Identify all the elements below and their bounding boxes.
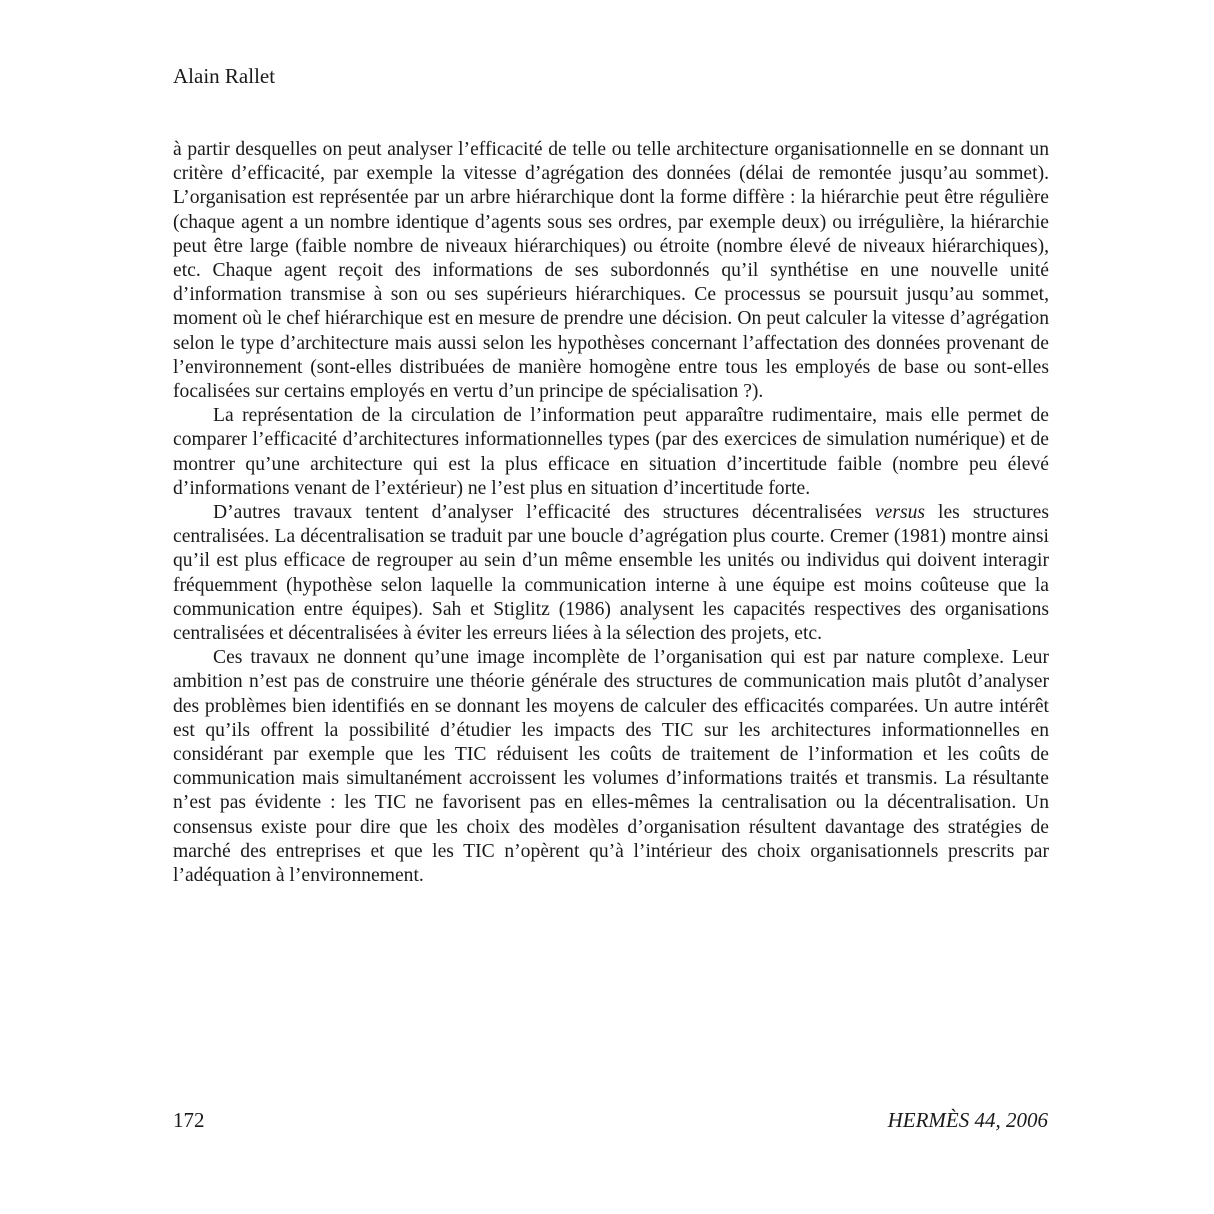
paragraph-3-start: D’autres travaux tentent d’analyser l’efficacité des structures décentralisées: [213, 502, 875, 524]
journal-citation: HERMÈS 44, 2006: [887, 1108, 1048, 1132]
paragraph-4: Ces travaux ne donnent qu’une image incomplète de l’organisation qui est par nature complexe. Leur ambition n’est pas de construire une théorie générale des structures de communication mais plutôt d’analyser des problèmes bien identifiés en se donnant les moyens de calculer des efficacités comparées. Un autre intérêt est qu’ils offrent la possibilité d’étudier les impacts des TIC sur les architectures informationnelles en considérant par exemple que les TIC réduisent les coûts de traitement de l’information et les coûts de communication mais simultanément accroissent les volumes d’informations traités et transmis. La résultante n’est pas évidente : les TIC ne favorisent pas en elles-mêmes la centralisation ou la décentralisation. Un consensus existe pour dire que les choix des modèles d’organisation résultent davantage des stratégies de marché des entreprises et que les TIC n’opèrent qu’à l’intérieur des choix organisationnels prescrits par l’adéquation à l’environnement.: [173, 647, 1049, 887]
paragraph-3: [173, 501, 1049, 646]
paragraph-3-end: les structures centralisées. La décentralisation se traduit par une boucle d’agrégation plus courte. Cremer (1981) montre ainsi qu’il est plus efficace de regrouper au sein d’un même ensemble les unités ou individus qui doivent interagir fréquemment (hypothèse selon laquelle la communication interne à une équipe est moins coûteuse que la communication entre équipes). Sah et Stiglitz (1986) analysent les capacités respectives des organisations centralisées et décentralisées à éviter les erreurs liées à la sélection des projets, etc.: [173, 502, 1049, 645]
page-number: 172: [173, 1108, 205, 1132]
paragraph-2: La représentation de la circulation de l’information peut apparaître rudimentaire, mais elle permet de comparer l’efficacité d’architectures informationnelles types (par des exercices de simulation numérique) et de montrer qu’une architecture qui est la plus efficace en situation d’incertitude faible (nombre peu élevé d’informations venant de l’extérieur) ne l’est plus en situation d’incertitude forte.: [173, 405, 1049, 499]
running-head-author: Alain Rallet: [173, 64, 276, 88]
paragraph-1: à partir desquelles on peut analyser l’efficacité de telle ou telle architecture organisationnelle en se donnant un critère d’efficacité, par exemple la vitesse d’agrégation des données (délai de remontée jusqu’au sommet). L’organisation est représentée par un arbre hiérarchique dont la forme diffère : la hiérarchie peut être régulière (chaque agent a un nombre identique d’agents sous ses ordres, par exemple deux) ou irrégulière, la hiérarchie peut être large (faible nombre de niveaux hiérarchiques) ou étroite (nombre élevé de niveaux hiérarchiques), etc. Chaque agent reçoit des informations de ses subordonnés qu’il synthétise en une nouvelle unité d’information transmise à son ou ses supérieurs hiérarchiques. Ce processus se poursuit jusqu’au sommet, moment où le chef hiérarchique est en mesure de prendre une décision. On peut calculer la vitesse d’agrégation selon le type d’architecture mais aussi selon les hypothèses concernant l’affectation des données provenant de l’environnement (sont-elles distribuées de manière homogène entre tous les employés de base ou sont-elles focalisées sur certains employés en vertu d’un principe de spécialisation ?).: [173, 139, 1049, 403]
article-body: [173, 138, 1049, 888]
emphasis-versus: versus: [874, 502, 926, 524]
